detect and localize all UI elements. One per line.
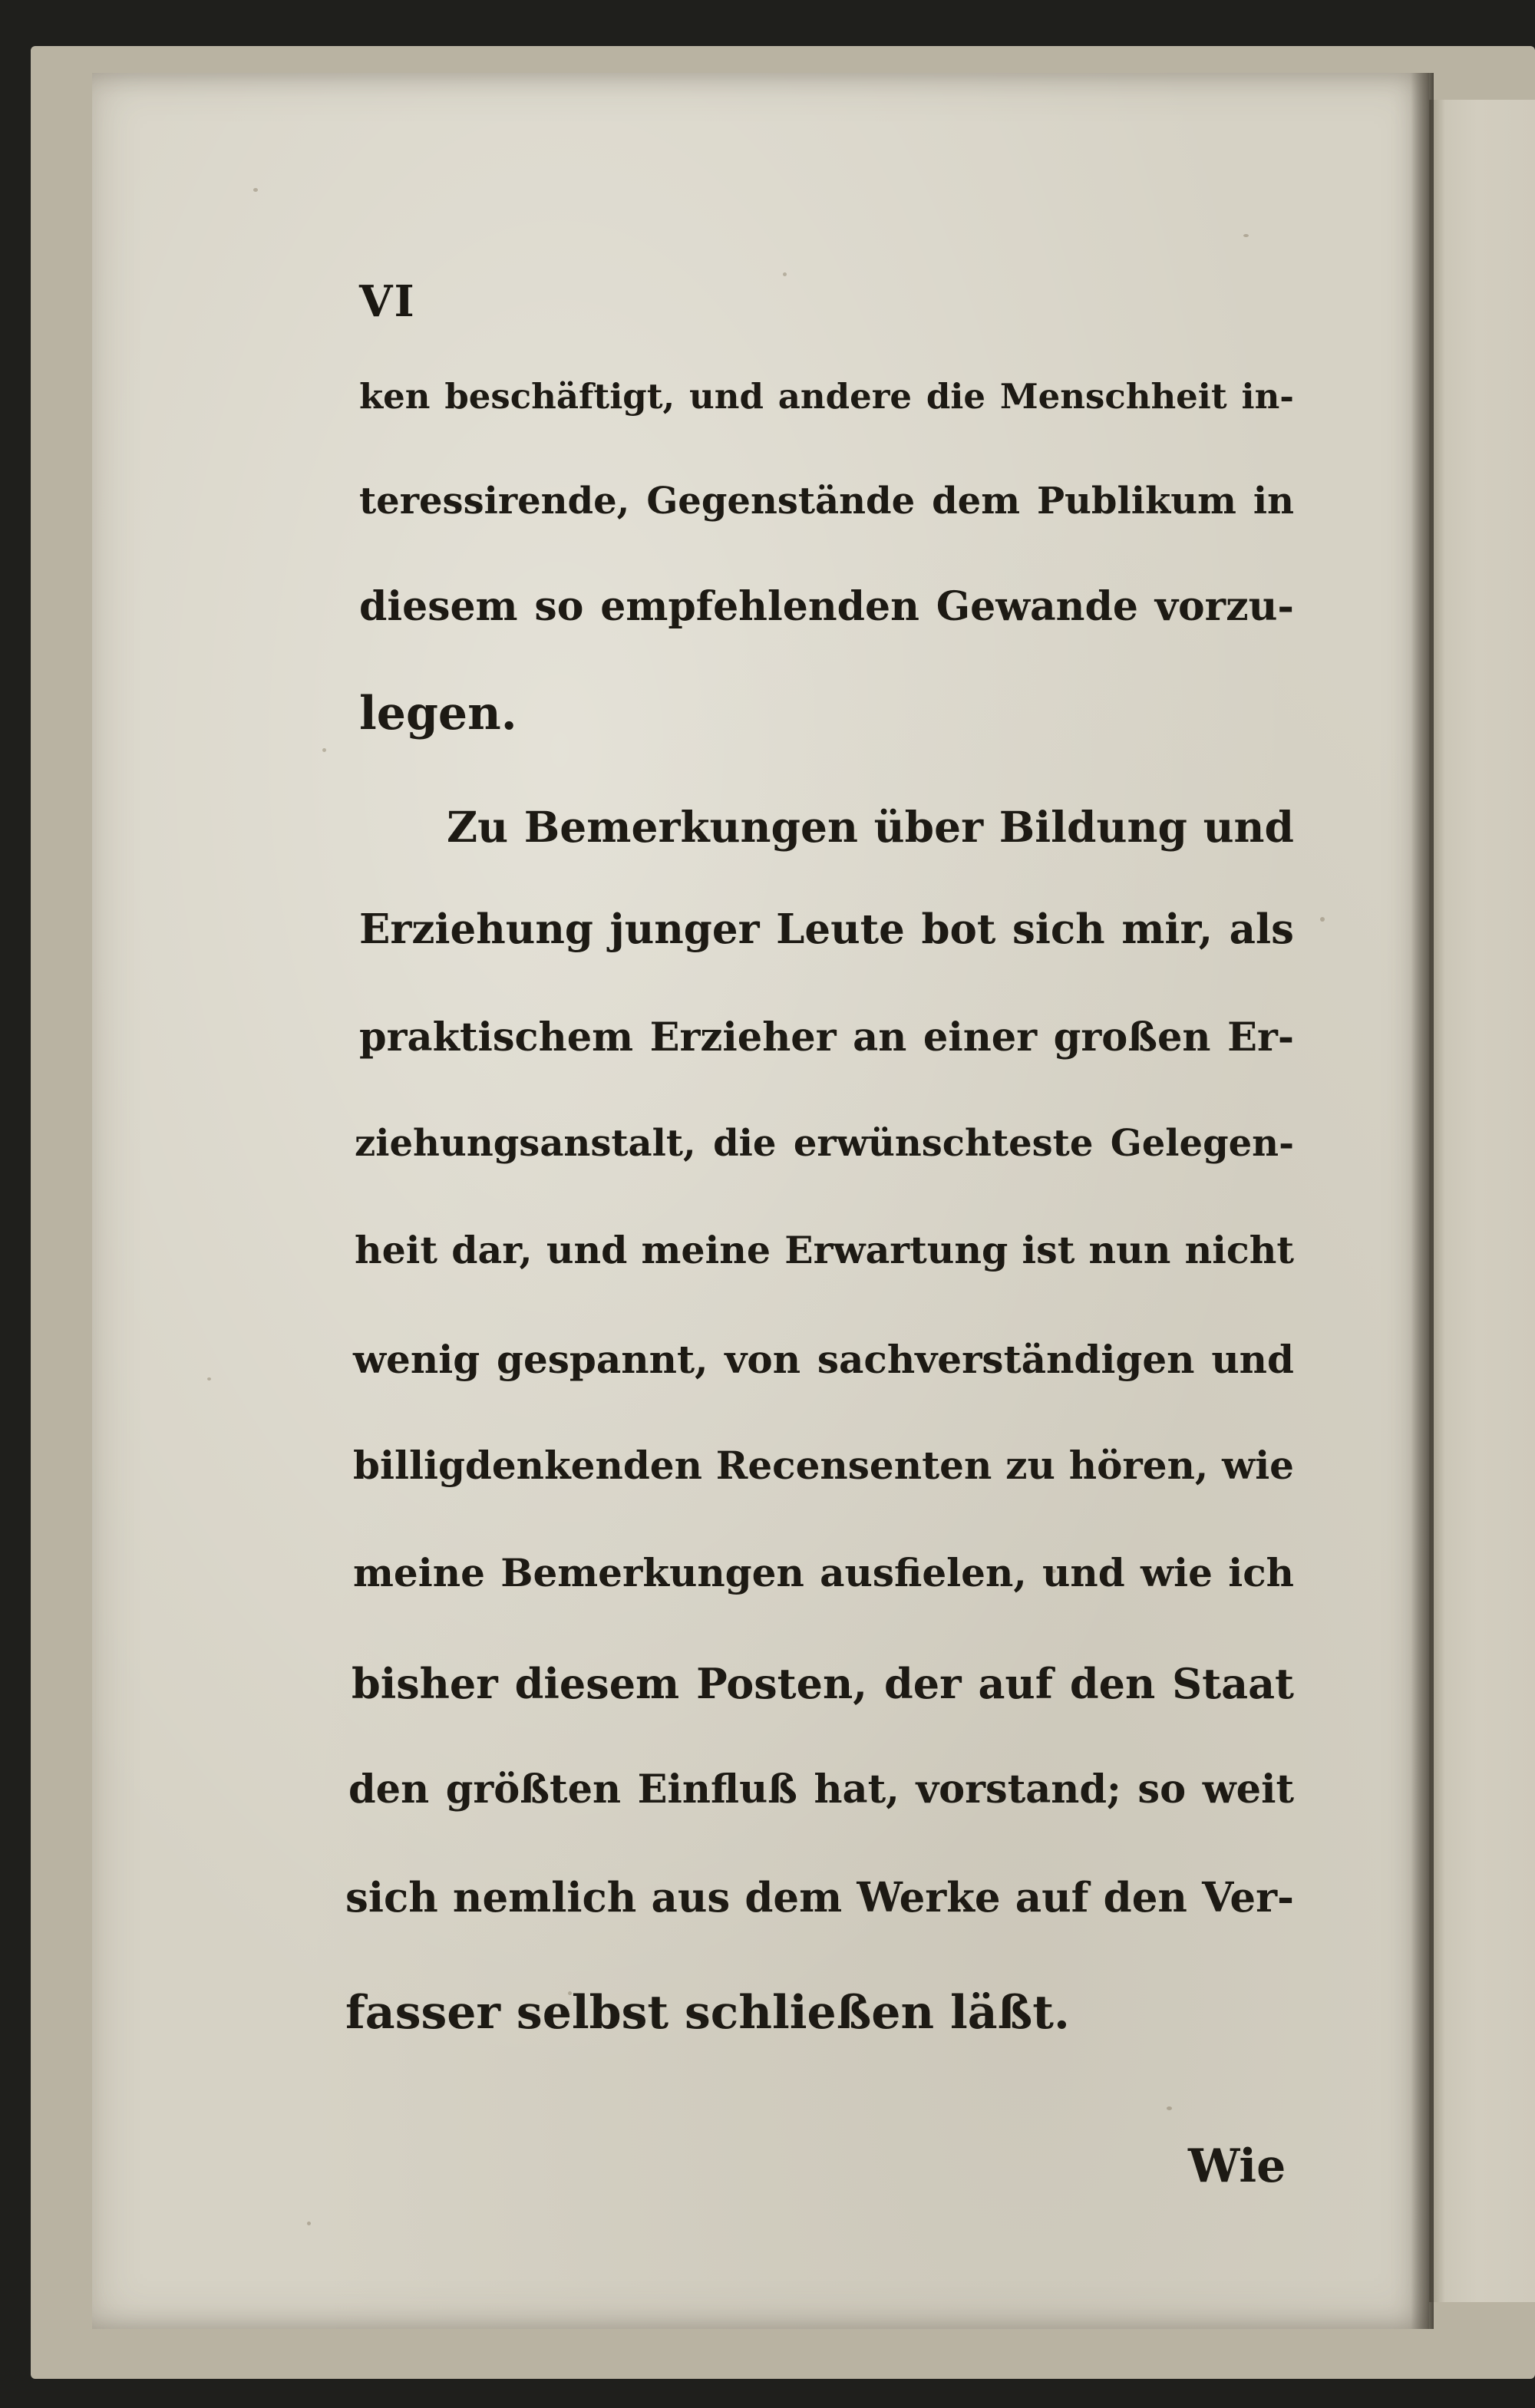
paper-speck: [307, 2222, 311, 2225]
text-line: den größten Einfluß hat, vorstand; so weit: [348, 1766, 1294, 1813]
paper-speck: [207, 1377, 211, 1380]
text-line: meine Bemerkungen ausfielen, und wie ich: [353, 1550, 1294, 1595]
text-line: diesem so empfehlenden Gewande vorzu-: [359, 583, 1294, 630]
text-line: legen.: [359, 687, 517, 741]
text-line: ken beschäftigt, und andere die Menschheit in-: [359, 376, 1294, 417]
text-line: sich nemlich aus dem Werke auf den Ver-: [345, 1874, 1294, 1921]
text-line: billigdenkenden Recensenten zu hören, wie: [353, 1443, 1294, 1488]
text-line: ziehungsanstalt, die erwünschteste Gelegen-: [355, 1122, 1294, 1165]
text-line: heit dar, und meine Erwartung ist nun nicht: [355, 1228, 1294, 1272]
text-line: praktischem Erzieher an einer großen Er-: [359, 1014, 1294, 1061]
facing-page-edge: [1429, 100, 1535, 2302]
paper-speck: [322, 748, 326, 752]
text-line: wenig gespannt, von sachverständigen und: [353, 1337, 1294, 1382]
paper-speck: [1167, 2106, 1172, 2110]
text-line: fasser selbst schließen läßt.: [345, 1986, 1070, 2040]
text-line: teressirende, Gegenstände dem Publikum in: [359, 480, 1294, 523]
paper-speck: [1320, 917, 1325, 922]
text-line: Erziehung junger Leute bot sich mir, als: [359, 905, 1294, 953]
paper-speck: [253, 188, 258, 192]
gutter-shadow: [1411, 73, 1434, 2329]
text-line: Zu Bemerkungen über Bildung und: [447, 802, 1294, 852]
catchword: Wie: [1188, 2139, 1286, 2193]
paper-speck: [783, 272, 787, 276]
page-number: VI: [359, 276, 416, 327]
paper-speck: [1243, 234, 1249, 237]
text-line: bisher diesem Posten, der auf den Staat: [352, 1659, 1294, 1708]
